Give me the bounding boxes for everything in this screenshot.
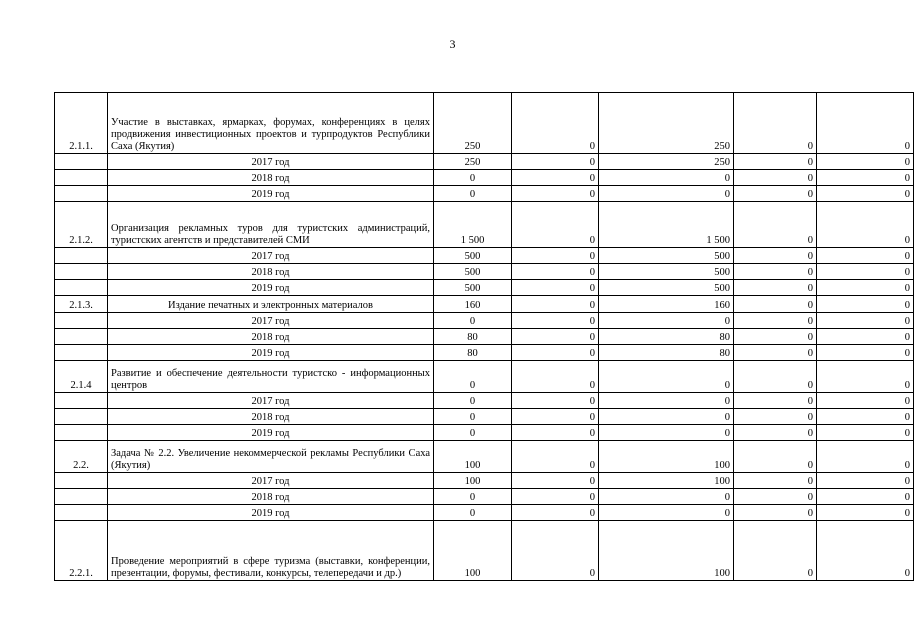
table-row-item: [55, 521, 914, 581]
row-year-cell: 2017 год: [108, 313, 434, 329]
row-value-cell-4: 0: [817, 264, 914, 280]
row-name-cell: Задача № 2.2. Увеличение некоммерческой рекламы Республики Саха (Якутия): [108, 441, 434, 473]
row-value-cell-3: 0: [734, 296, 817, 313]
row-value-cell-4: 0: [817, 521, 914, 581]
row-year-cell: 2018 год: [108, 489, 434, 505]
row-value-cell-2: 0: [599, 361, 734, 393]
row-value-cell-2: 0: [599, 425, 734, 441]
row-value-cell-2: 0: [599, 186, 734, 202]
row-total-cell: 0: [434, 313, 512, 329]
row-total-cell: 0: [434, 489, 512, 505]
row-value-cell-2: 100: [599, 441, 734, 473]
row-name-cell: Организация рекламных туров для туристских администраций, туристских агентств и представителей СМИ: [108, 202, 434, 248]
row-year-cell: 2019 год: [108, 186, 434, 202]
row-value-cell-1: 0: [512, 521, 599, 581]
row-value-cell-1: 0: [512, 441, 599, 473]
table-row-year: [55, 170, 914, 186]
row-code-cell: [55, 264, 108, 280]
row-value-cell-1: 0: [512, 296, 599, 313]
row-total-cell: 0: [434, 425, 512, 441]
row-value-cell-4: 0: [817, 425, 914, 441]
row-value-cell-3: 0: [734, 521, 817, 581]
row-value-cell-2: 80: [599, 345, 734, 361]
row-code-cell: [55, 329, 108, 345]
table-row-item: [55, 441, 914, 473]
row-value-cell-3: 0: [734, 409, 817, 425]
row-code-cell: [55, 248, 108, 264]
row-value-cell-3: 0: [734, 393, 817, 409]
row-value-cell-3: 0: [734, 248, 817, 264]
row-value-cell-1: 0: [512, 361, 599, 393]
row-year-cell: 2017 год: [108, 248, 434, 264]
row-value-cell-1: 0: [512, 202, 599, 248]
row-value-cell-1: 0: [512, 473, 599, 489]
row-value-cell-3: 0: [734, 441, 817, 473]
row-code-cell: [55, 489, 108, 505]
row-value-cell-3: 0: [734, 280, 817, 296]
row-year-cell: 2019 год: [108, 425, 434, 441]
row-code-cell: [55, 170, 108, 186]
row-year-cell: 2018 год: [108, 409, 434, 425]
row-name-cell: Участие в выставках, ярмарках, форумах, конференциях в целях продвижения инвестиционных проектов и турпродуктов Республики Саха (Якутия): [108, 93, 434, 154]
row-value-cell-1: 0: [512, 93, 599, 154]
table-row-item: [55, 296, 914, 313]
row-value-cell-4: 0: [817, 248, 914, 264]
row-code-cell: 2.1.1.: [55, 93, 108, 154]
row-value-cell-2: 250: [599, 154, 734, 170]
row-code-cell: 2.1.4: [55, 361, 108, 393]
row-value-cell-2: 0: [599, 489, 734, 505]
row-value-cell-4: 0: [817, 313, 914, 329]
row-total-cell: 0: [434, 186, 512, 202]
row-value-cell-3: 0: [734, 202, 817, 248]
row-total-cell: 0: [434, 393, 512, 409]
row-value-cell-2: 500: [599, 248, 734, 264]
row-value-cell-4: 0: [817, 280, 914, 296]
row-value-cell-2: 500: [599, 264, 734, 280]
row-value-cell-2: 0: [599, 170, 734, 186]
row-year-cell: 2017 год: [108, 473, 434, 489]
budget-table: [54, 92, 914, 581]
row-year-cell: 2019 год: [108, 345, 434, 361]
row-code-cell: [55, 393, 108, 409]
table-row-year: [55, 409, 914, 425]
row-code-cell: [55, 473, 108, 489]
table-row-year: [55, 186, 914, 202]
table-row-year: [55, 248, 914, 264]
row-total-cell: 500: [434, 248, 512, 264]
table-row-year: [55, 473, 914, 489]
table-row-year: [55, 489, 914, 505]
row-name-cell: Развитие и обеспечение деятельности туристско - информационных центров: [108, 361, 434, 393]
row-value-cell-3: 0: [734, 505, 817, 521]
row-value-cell-4: 0: [817, 489, 914, 505]
table-row-year: [55, 505, 914, 521]
row-value-cell-1: 0: [512, 393, 599, 409]
row-name-cell: Проведение мероприятий в сфере туризма (выставки, конференции, презентации, форумы, фестивали, конкурсы, телепередачи и др.): [108, 521, 434, 581]
row-value-cell-2: 100: [599, 473, 734, 489]
row-year-cell: 2018 год: [108, 264, 434, 280]
row-total-cell: 0: [434, 361, 512, 393]
row-total-cell: 250: [434, 93, 512, 154]
row-value-cell-3: 0: [734, 170, 817, 186]
row-value-cell-4: 0: [817, 170, 914, 186]
row-value-cell-4: 0: [817, 473, 914, 489]
row-value-cell-2: 160: [599, 296, 734, 313]
row-value-cell-1: 0: [512, 409, 599, 425]
row-value-cell-3: 0: [734, 186, 817, 202]
row-value-cell-1: 0: [512, 280, 599, 296]
row-total-cell: 80: [434, 329, 512, 345]
table-row-item: [55, 202, 914, 248]
row-total-cell: 500: [434, 264, 512, 280]
row-year-cell: 2017 год: [108, 393, 434, 409]
row-value-cell-1: 0: [512, 329, 599, 345]
row-total-cell: 160: [434, 296, 512, 313]
row-total-cell: 0: [434, 505, 512, 521]
row-value-cell-1: 0: [512, 264, 599, 280]
row-value-cell-4: 0: [817, 154, 914, 170]
row-value-cell-3: 0: [734, 361, 817, 393]
row-value-cell-2: 1 500: [599, 202, 734, 248]
row-value-cell-1: 0: [512, 489, 599, 505]
row-value-cell-2: 0: [599, 505, 734, 521]
row-value-cell-1: 0: [512, 345, 599, 361]
row-value-cell-4: 0: [817, 361, 914, 393]
table-row-year: [55, 345, 914, 361]
table-row-item: [55, 361, 914, 393]
row-value-cell-4: 0: [817, 329, 914, 345]
row-code-cell: [55, 409, 108, 425]
table-row-year: [55, 393, 914, 409]
row-code-cell: 2.2.: [55, 441, 108, 473]
row-code-cell: [55, 505, 108, 521]
row-total-cell: 100: [434, 521, 512, 581]
row-value-cell-4: 0: [817, 441, 914, 473]
row-total-cell: 0: [434, 409, 512, 425]
table-row-year: [55, 329, 914, 345]
table-row-item: [55, 93, 914, 154]
row-value-cell-4: 0: [817, 202, 914, 248]
row-value-cell-4: 0: [817, 345, 914, 361]
row-total-cell: 500: [434, 280, 512, 296]
table-row-year: [55, 154, 914, 170]
row-value-cell-1: 0: [512, 425, 599, 441]
row-name-cell: Издание печатных и электронных материалов: [108, 296, 434, 313]
row-value-cell-2: 500: [599, 280, 734, 296]
row-total-cell: 0: [434, 170, 512, 186]
row-year-cell: 2018 год: [108, 329, 434, 345]
row-code-cell: 2.1.2.: [55, 202, 108, 248]
row-value-cell-1: 0: [512, 248, 599, 264]
row-value-cell-2: 0: [599, 393, 734, 409]
row-value-cell-3: 0: [734, 473, 817, 489]
row-value-cell-4: 0: [817, 409, 914, 425]
row-total-cell: 1 500: [434, 202, 512, 248]
page-number: 3: [449, 37, 456, 51]
row-year-cell: 2019 год: [108, 505, 434, 521]
row-value-cell-3: 0: [734, 154, 817, 170]
table-row-year: [55, 313, 914, 329]
table-row-year: [55, 264, 914, 280]
row-code-cell: [55, 186, 108, 202]
row-total-cell: 100: [434, 441, 512, 473]
row-value-cell-2: 100: [599, 521, 734, 581]
row-year-cell: 2019 год: [108, 280, 434, 296]
row-value-cell-3: 0: [734, 313, 817, 329]
row-value-cell-2: 250: [599, 93, 734, 154]
row-value-cell-3: 0: [734, 264, 817, 280]
row-code-cell: [55, 313, 108, 329]
row-value-cell-1: 0: [512, 170, 599, 186]
row-value-cell-3: 0: [734, 329, 817, 345]
row-year-cell: 2018 год: [108, 170, 434, 186]
row-value-cell-4: 0: [817, 186, 914, 202]
row-value-cell-2: 80: [599, 329, 734, 345]
row-code-cell: [55, 280, 108, 296]
budget-table-body: [55, 93, 914, 581]
row-code-cell: [55, 425, 108, 441]
row-total-cell: 80: [434, 345, 512, 361]
row-code-cell: [55, 154, 108, 170]
row-total-cell: 100: [434, 473, 512, 489]
row-value-cell-3: 0: [734, 489, 817, 505]
row-value-cell-1: 0: [512, 313, 599, 329]
row-value-cell-1: 0: [512, 154, 599, 170]
row-code-cell: 2.1.3.: [55, 296, 108, 313]
row-value-cell-3: 0: [734, 93, 817, 154]
row-value-cell-4: 0: [817, 505, 914, 521]
row-total-cell: 250: [434, 154, 512, 170]
row-value-cell-3: 0: [734, 345, 817, 361]
row-year-cell: 2017 год: [108, 154, 434, 170]
row-value-cell-1: 0: [512, 505, 599, 521]
table-row-year: [55, 280, 914, 296]
row-value-cell-2: 0: [599, 313, 734, 329]
row-value-cell-2: 0: [599, 409, 734, 425]
row-code-cell: 2.2.1.: [55, 521, 108, 581]
row-value-cell-3: 0: [734, 425, 817, 441]
table-row-year: [55, 425, 914, 441]
row-value-cell-4: 0: [817, 393, 914, 409]
row-value-cell-1: 0: [512, 186, 599, 202]
row-value-cell-4: 0: [817, 296, 914, 313]
row-value-cell-4: 0: [817, 93, 914, 154]
row-code-cell: [55, 345, 108, 361]
